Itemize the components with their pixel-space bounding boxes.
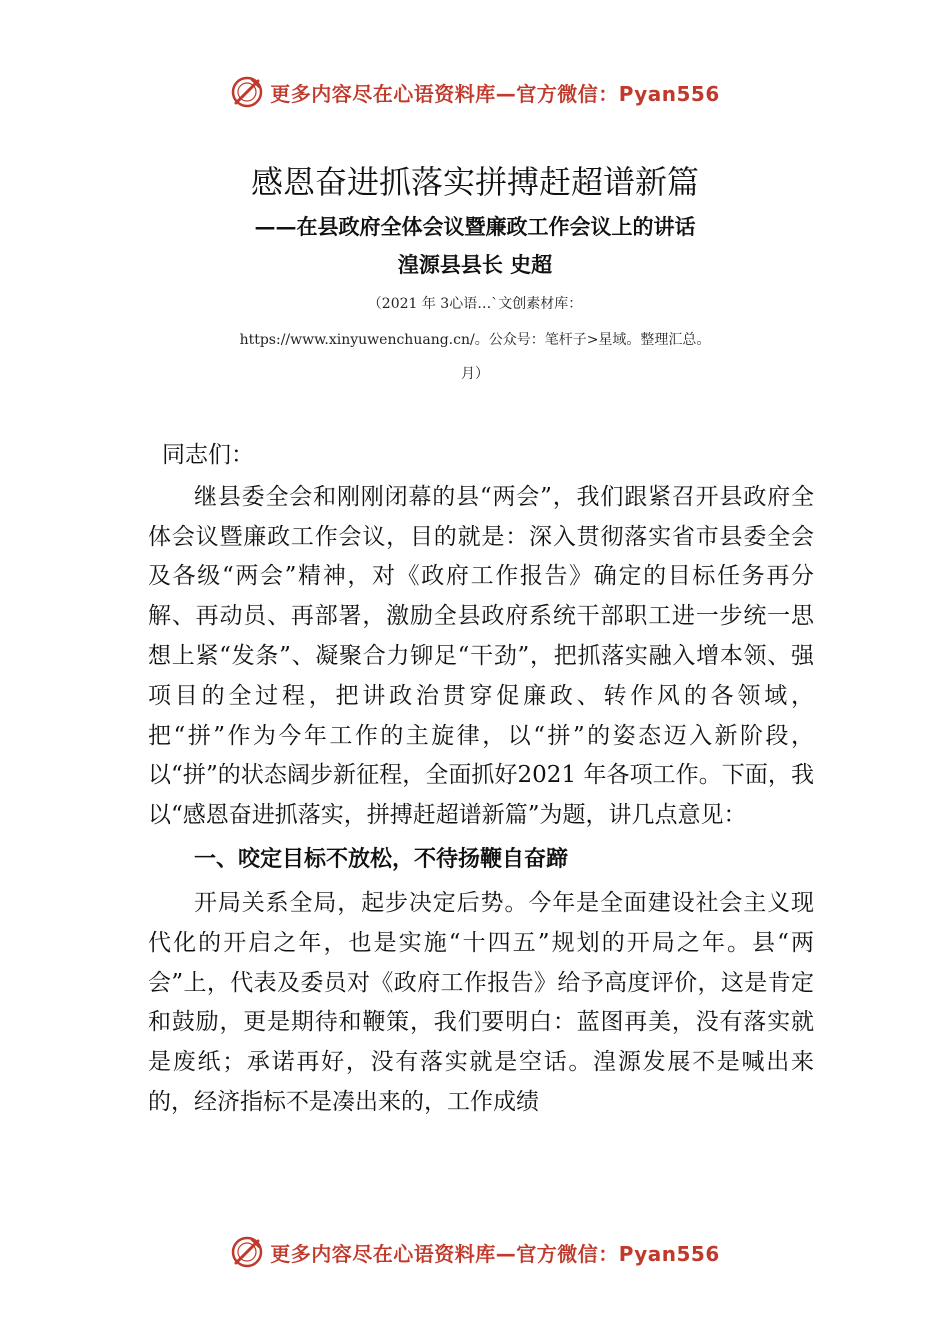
section-heading: 一、咬定目标不放松，不待扬鞭自奋蹄 bbox=[194, 846, 569, 872]
source-note-line-1: （2021 年 3心语…`文创素材库： bbox=[367, 296, 583, 312]
document-subtitle: ——在县政府全体会议暨廉政工作会议上的讲话 bbox=[254, 214, 696, 239]
seal-logo-icon bbox=[230, 1235, 264, 1269]
document-author: 湟源县县长 史超 bbox=[397, 252, 553, 277]
source-note-line-2: https://www.xinyuwenchuang.cn/。公众号：笔杆子>星域。整理汇总。 bbox=[239, 332, 711, 348]
source-note-line-3: 月） bbox=[461, 366, 489, 382]
paragraph: 开局关系全局，起步决定后势。今年是全面建设社会主义现代化的开启之年，也是实施“十四五”规划的开局之年。县“两会”上，代表及委员对《政府工作报告》给予高度评价，这是肯定和鼓励，更是期待和鞭策，我们要明白：蓝图再美，没有落实就是废纸；承诺再好，没有落实就是空话。湟源发展不是喊出来的，经济指标不是凑出来的，工作成绩 bbox=[148, 889, 814, 1115]
header-banner bbox=[0, 72, 950, 112]
seal-logo-icon bbox=[230, 75, 264, 109]
banner-text: 更多内容尽在心语资料库—官方微信：Pyan556 bbox=[270, 1241, 720, 1266]
footer-banner bbox=[0, 1232, 950, 1272]
greeting: 同志们： bbox=[162, 442, 254, 468]
document-title: 感恩奋进抓落实拼搏赶超谱新篇 bbox=[250, 163, 699, 201]
document-body bbox=[148, 436, 814, 1123]
paragraph: 继县委全会和刚刚闭幕的县“两会”，我们跟紧召开县政府全体会议暨廉政工作会议，目的就是：深入贯彻落实省市县委全会及各级“两会”精神，对《政府工作报告》确定的目标任务再分解、再动员、再部署，激励全县政府系统干部职工进一步统一思想上紧“发条”、凝聚合力铆足“干劲”，把抓落实融入增本领、强项目的全过程，把讲政治贯穿促廉政、转作风的各领域，把“拼”作为今年工作的主旋律，以“拼”的姿态迈入新阶段，以“拼”的状态阔步新征程，全面抓好2021 年各项工作。下面，我以“感恩奋进抓落实，拼搏赶超谱新篇”为题，讲几点意见： bbox=[148, 483, 814, 829]
banner-text: 更多内容尽在心语资料库—官方微信：Pyan556 bbox=[270, 81, 720, 106]
